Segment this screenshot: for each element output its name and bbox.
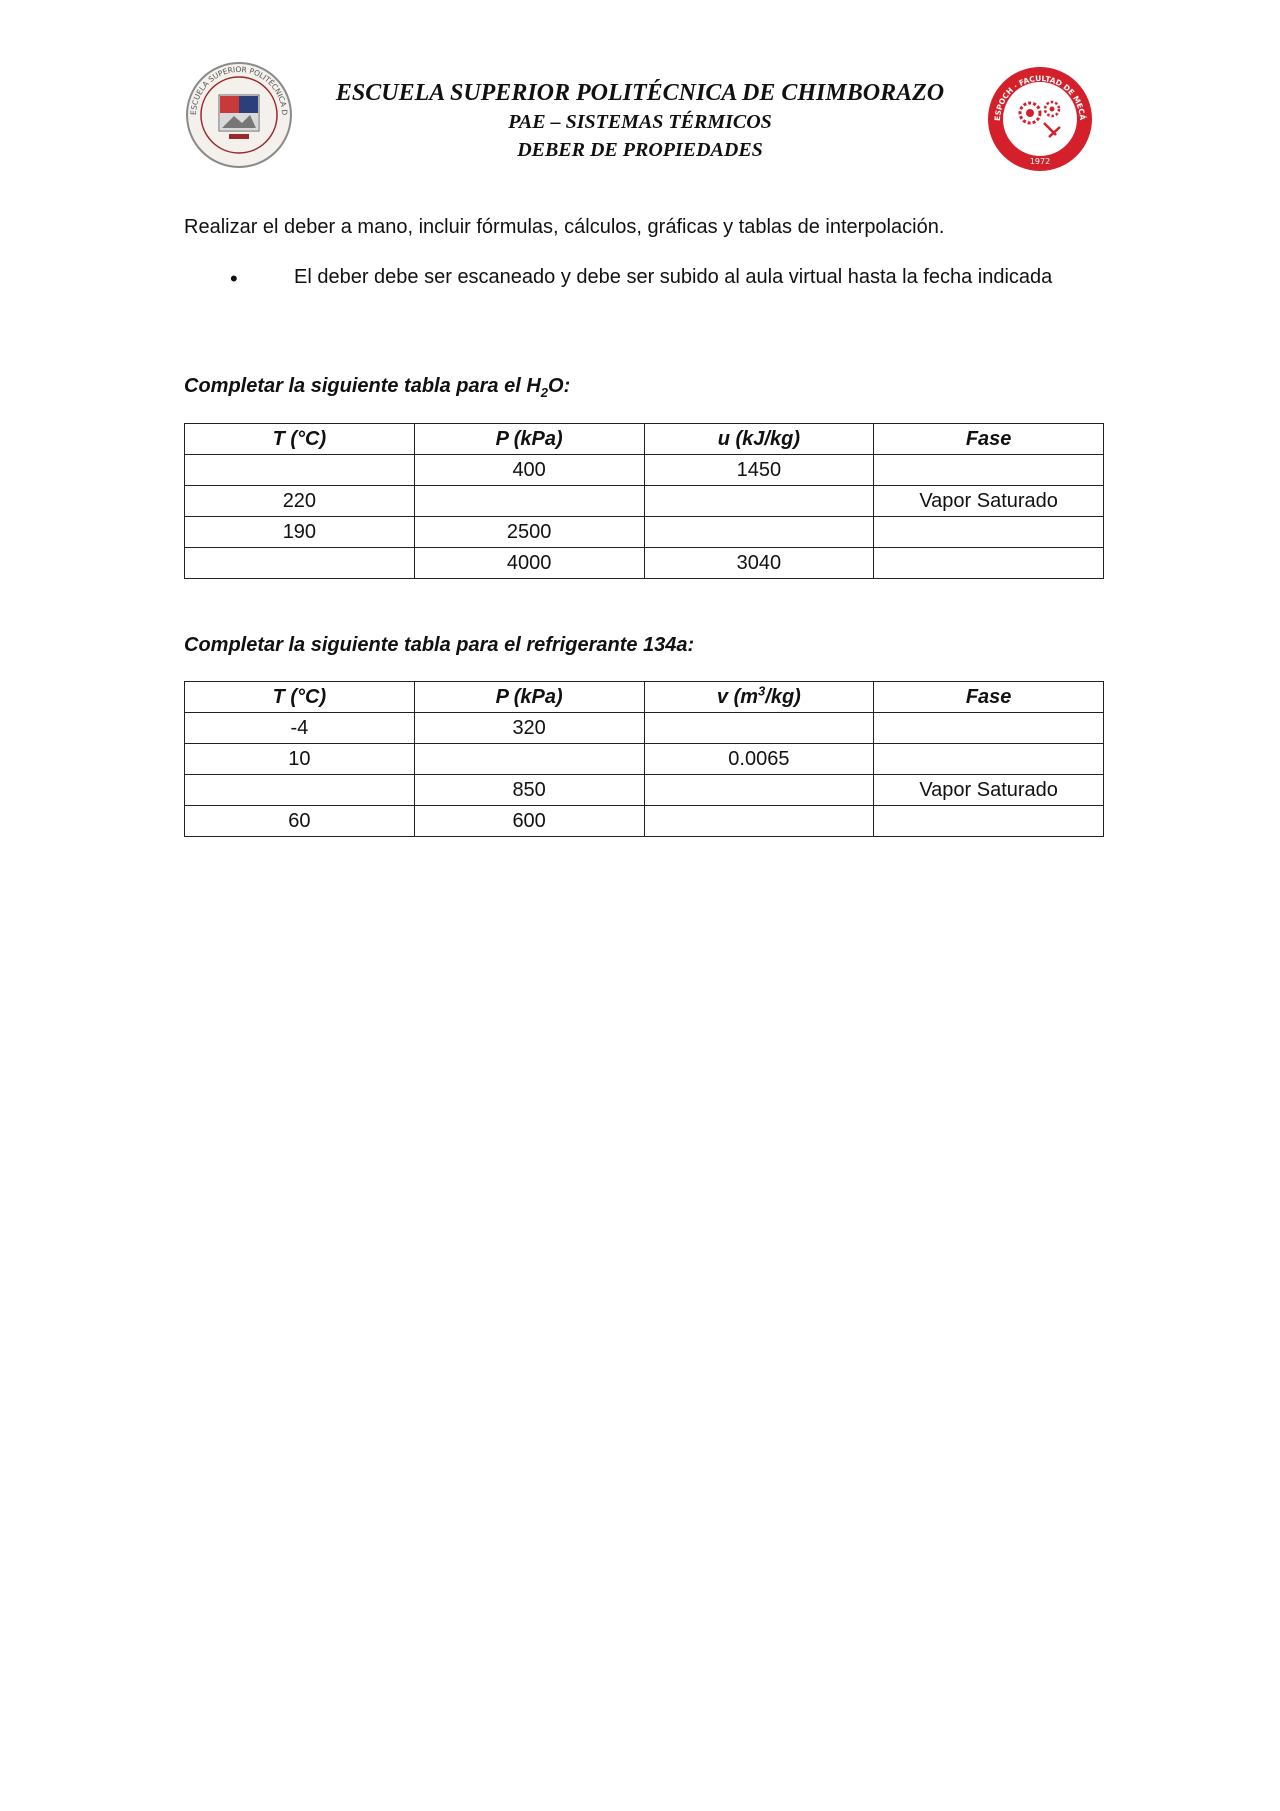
table-cell	[185, 775, 415, 806]
assignment-title: DEBER DE PROPIEDADES	[517, 139, 763, 161]
table-cell	[185, 455, 415, 486]
refrigerant-table	[184, 681, 1104, 837]
espoch-seal-icon	[184, 60, 294, 170]
v-header-superscript: 3	[758, 683, 766, 699]
header-cell-internal-energy: u (kJ/kg)	[644, 424, 874, 455]
table-cell: 4000	[414, 548, 644, 579]
bullet-icon	[230, 266, 260, 292]
seal-text: ESCUELA SUPERIOR POLITÉCNICA D	[188, 64, 290, 116]
header-cell-pressure: P (kPa)	[414, 424, 644, 455]
table-cell	[644, 775, 874, 806]
table-cell: 2500	[414, 517, 644, 548]
table-row	[185, 744, 1104, 775]
table-cell: 10	[185, 744, 415, 775]
table-cell	[874, 517, 1104, 548]
table-cell: 220	[185, 486, 415, 517]
table-cell	[874, 806, 1104, 837]
header-cell-temperature: T (°C)	[185, 682, 415, 713]
water-title-subscript: 2	[540, 385, 549, 400]
facultad-mecanica-gears-icon	[986, 65, 1094, 173]
header-cell-phase: Fase	[874, 424, 1104, 455]
table-header-row	[185, 424, 1104, 455]
table-row	[185, 775, 1104, 806]
table-cell: 60	[185, 806, 415, 837]
water-title-prefix: Completar la siguiente tabla para el H	[184, 375, 541, 397]
table-cell	[644, 517, 874, 548]
table-cell	[874, 548, 1104, 579]
header-cell-temperature: T (°C)	[185, 424, 415, 455]
table-cell	[874, 713, 1104, 744]
header-cell-specific-volume	[644, 682, 874, 713]
bullet-text: El deber debe ser escaneado y debe ser subido al aula virtual hasta la fecha indicada	[294, 266, 1053, 288]
table-row	[185, 806, 1104, 837]
water-title-suffix: O:	[548, 375, 571, 397]
table-cell: 0.0065	[644, 744, 874, 775]
table-cell	[414, 744, 644, 775]
table-row	[185, 455, 1104, 486]
table-cell: 850	[414, 775, 644, 806]
table-cell: 400	[414, 455, 644, 486]
table-cell: 600	[414, 806, 644, 837]
table-cell: Vapor Saturado	[874, 486, 1104, 517]
v-header-prefix: v (m	[716, 686, 759, 708]
table-cell: Vapor Saturado	[874, 775, 1104, 806]
faculty-text: ESPOCH · FACULTAD DE MECÁ	[992, 73, 1088, 122]
water-section-title	[184, 375, 570, 398]
header-cell-phase: Fase	[874, 682, 1104, 713]
table-cell: 3040	[644, 548, 874, 579]
water-table	[184, 423, 1104, 579]
table-row	[185, 548, 1104, 579]
table-cell: 1450	[644, 455, 874, 486]
table-cell: -4	[185, 713, 415, 744]
instruction-bullet	[230, 266, 1052, 292]
table-row	[185, 486, 1104, 517]
table-row	[185, 517, 1104, 548]
table-row	[185, 713, 1104, 744]
table-cell	[644, 486, 874, 517]
document-header	[300, 78, 980, 164]
v-header-suffix: /kg)	[765, 686, 801, 708]
refrigerant-section-title: Completar la siguiente tabla para el refrigerante 134a:	[184, 634, 695, 656]
table-cell	[414, 486, 644, 517]
instructions-text: Realizar el deber a mano, incluir fórmulas, cálculos, gráficas y tablas de interpolación.	[184, 216, 945, 238]
table-cell	[874, 744, 1104, 775]
table-header-row	[185, 682, 1104, 713]
table-cell	[644, 713, 874, 744]
table-cell	[644, 806, 874, 837]
table-cell	[185, 548, 415, 579]
table-cell	[874, 455, 1104, 486]
course-name: PAE – SISTEMAS TÉRMICOS	[508, 111, 772, 133]
faculty-year: 1972	[1029, 157, 1051, 166]
institution-name: ESCUELA SUPERIOR POLITÉCNICA DE CHIMBORAZO	[335, 80, 945, 106]
table-cell: 190	[185, 517, 415, 548]
header-cell-pressure: P (kPa)	[414, 682, 644, 713]
table-cell: 320	[414, 713, 644, 744]
